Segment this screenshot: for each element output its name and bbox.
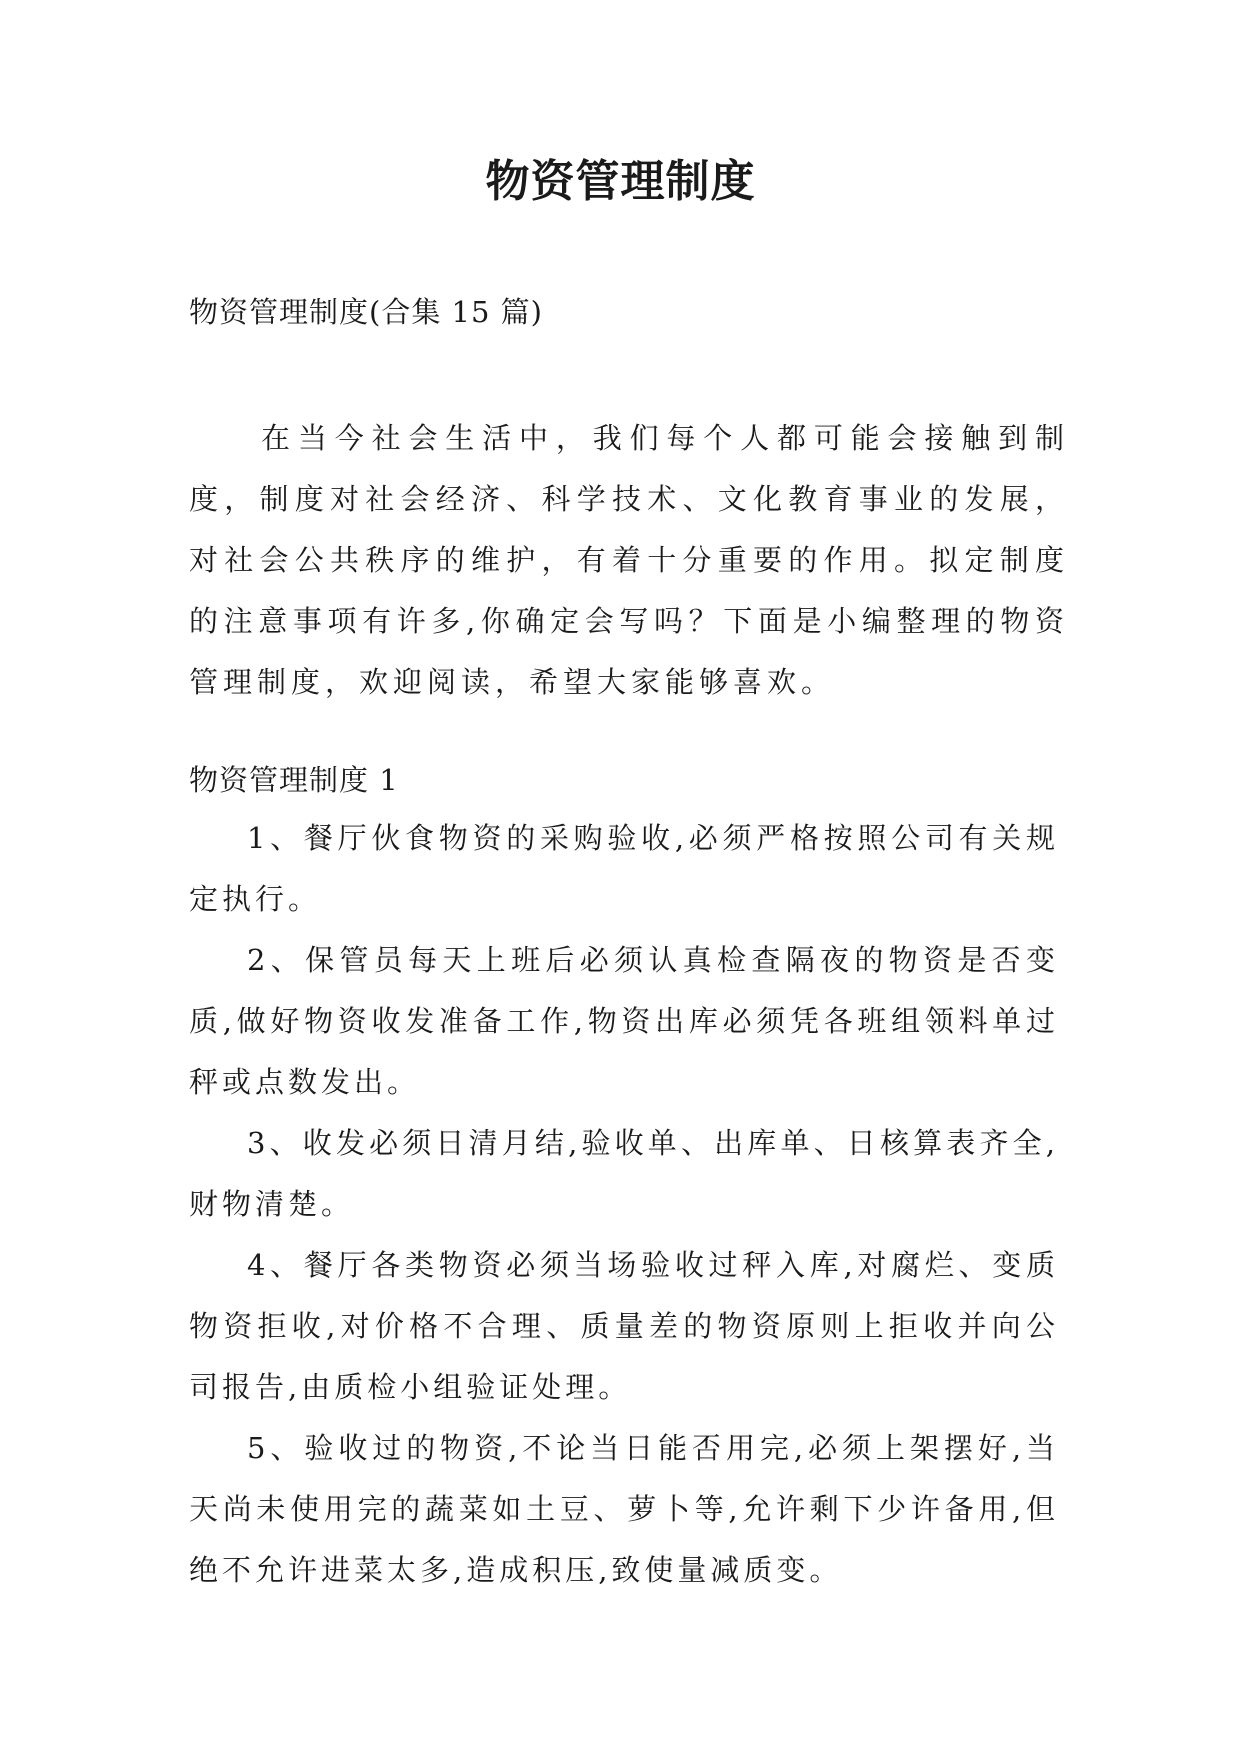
clause-item: 4、餐厅各类物资必须当场验收过秤入库,对腐烂、变质物资拒收,对价格不合理、质量差的物资原则上拒收并向公司报告,由质检小组验证处理。 <box>189 1248 1059 1404</box>
clause-item: 2、保管员每天上班后必须认真检查隔夜的物资是否变质,做好物资收发准备工作,物资出库必须凭各班组领料单过秤或点数发出。 <box>189 943 1059 1099</box>
clause-item: 5、验收过的物资,不论当日能否用完,必须上架摆好,当天尚未使用完的蔬菜如土豆、萝卜等,允许剩下少许备用,但绝不允许进菜太多,造成积压,致使量减质变。 <box>189 1431 1059 1587</box>
clause-list <box>189 808 1059 1601</box>
document-title: 物资管理制度 <box>485 156 756 207</box>
intro-paragraph: 在当今社会生活中，我们每个人都可能会接触到制度，制度对社会经济、科学技术、文化教育事业的发展，对社会公共秩序的维护，有着十分重要的作用。拟定制度的注意事项有许多,你确定会写吗？下面是小编整理的物资管理制度，欢迎阅读，希望大家能够喜欢。 <box>189 421 1069 699</box>
section-heading: 物资管理制度 1 <box>189 763 399 797</box>
clause-item: 3、收发必须日清月结,验收单、出库单、日核算表齐全,财物清楚。 <box>189 1126 1059 1221</box>
clause-item: 1、餐厅伙食物资的采购验收,必须严格按照公司有关规定执行。 <box>189 821 1059 916</box>
document-subtitle: 物资管理制度(合集 15 篇) <box>189 295 543 329</box>
